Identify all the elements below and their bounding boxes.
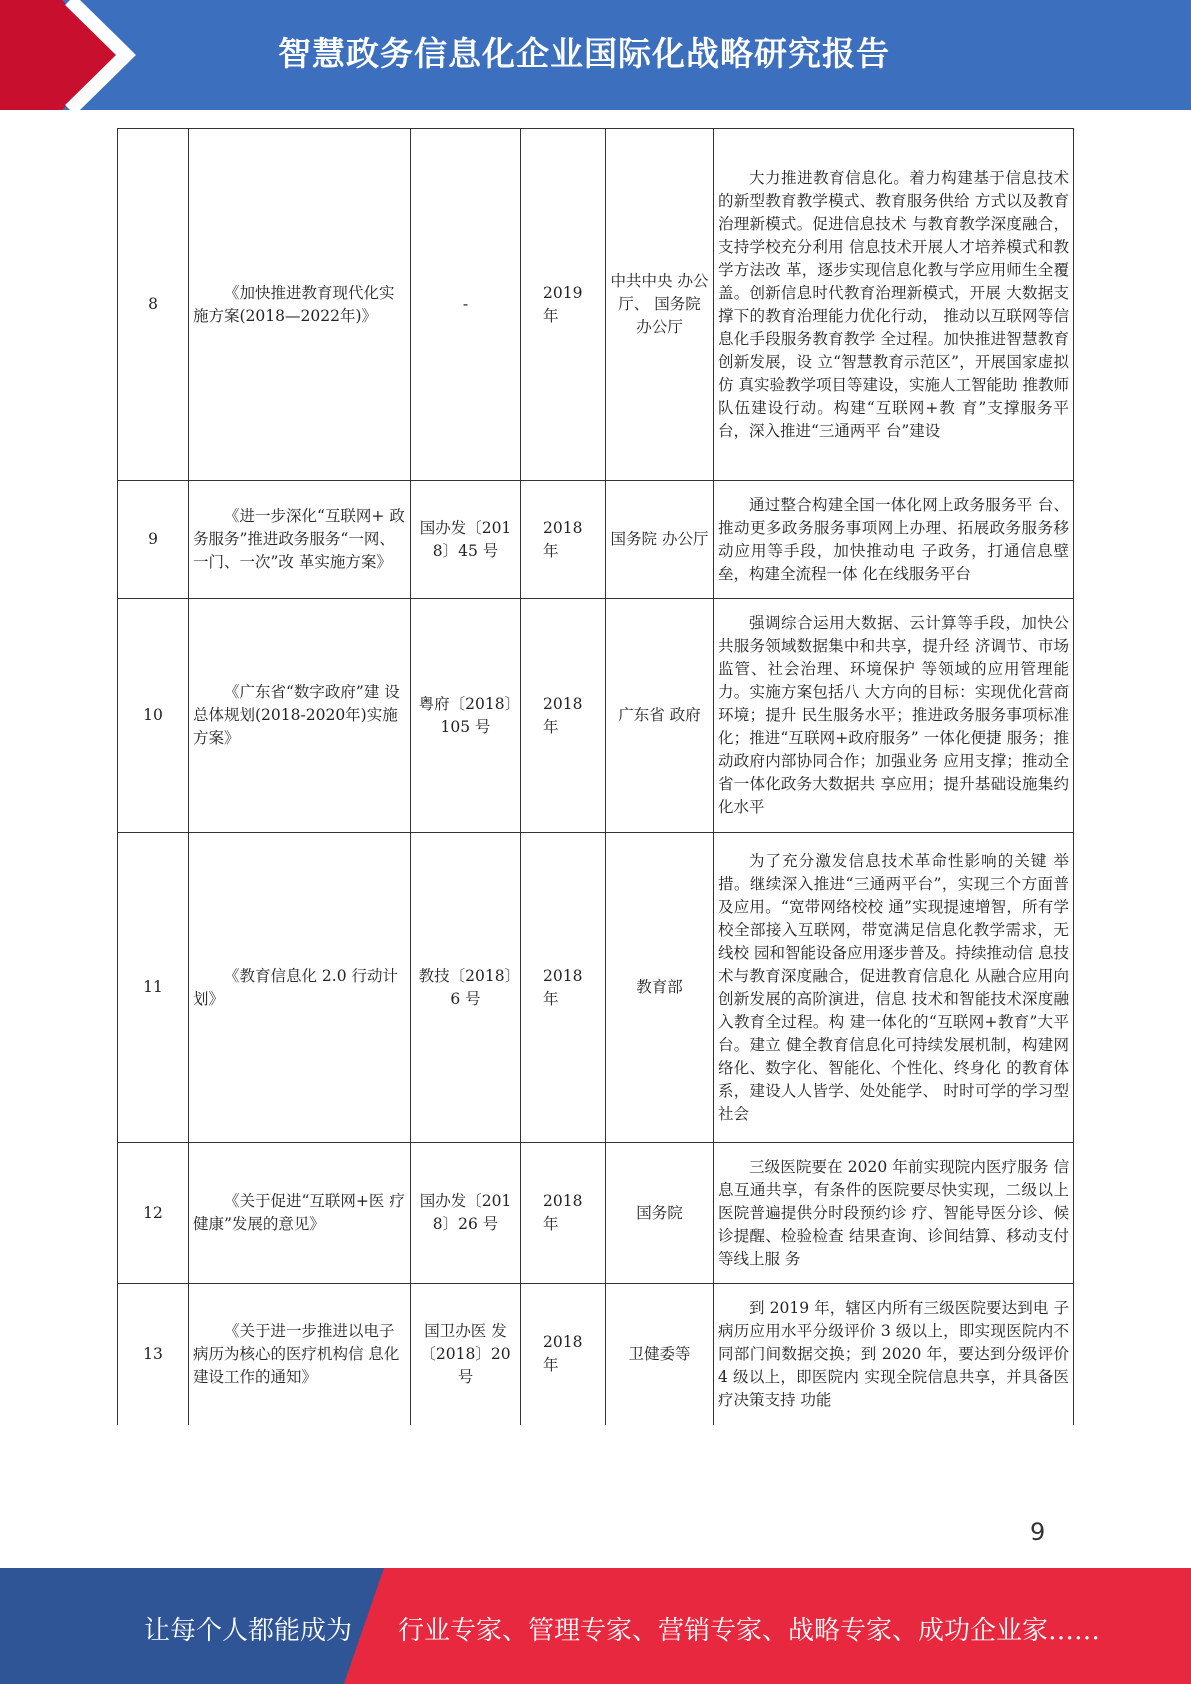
issue-year-text: 2018年 — [543, 966, 583, 1008]
issue-year-text: 2018年 — [543, 518, 583, 560]
row-number: 11 — [118, 833, 189, 1143]
policy-description: 三级医院要在 2020 年前实现院内医疗服务 信息互通共享，有条件的医院要尽快实现，二级以上医院普遍提供分时段预约诊 疗、智能导医分诊、候诊提醒、检验检查 结果查询、诊间结算、移动支付等线上服 务 — [714, 1143, 1074, 1284]
document-number: 国卫办医 发〔2018〕20 号 — [411, 1284, 521, 1425]
policy-name: 《关于促进“互联网+医 疗健康”发展的意见》 — [189, 1143, 411, 1284]
policy-description: 到 2019 年，辖区内所有三级医院要达到电 子病历应用水平分级评价 3 级以上，即实现医院内不同部门间数据交换；到 2020 年，要达到分级评价 4 级以上，即医院内 实现全院信息共享，并具备医疗决策支持 功能 — [714, 1284, 1074, 1425]
page-footer — [0, 1568, 1191, 1684]
page-number: 9 — [1030, 1518, 1046, 1546]
policy-name: 《关于进一步推进以电子 病历为核心的医疗机构信 息化建设工作的通知》 — [189, 1284, 411, 1425]
policy-name: 《广东省“数字政府”建 设总体规划(2018-2020年)实施方案》 — [189, 599, 411, 833]
table-row — [118, 1284, 1074, 1425]
issue-year-text: 2018年 — [543, 694, 583, 736]
issue-year — [521, 833, 606, 1143]
policy-description: 强调综合运用大数据、云计算等手段，加快公共服务领域数据集中和共享，提升经 济调节、市场监管、社会治理、环境保护 等领域的应用管理能力。实施方案包括八 大方向的目标：实现优化营商环境；提升 民生服务水平；推进政务服务事项标准 化；推进“互联网+政府服务” 一体化便捷 服务；推动政府内部协同合作；加强业务 应用支撑；推动全省一体化政务大数据共 享应用；提升基础设施集约化水平 — [714, 599, 1074, 833]
policy-table — [117, 128, 1074, 1425]
table-row — [118, 833, 1074, 1143]
footer-slogan-right: 行业专家、管理专家、营销专家、战略专家、成功企业家…… — [398, 1616, 1101, 1646]
policy-description: 大力推进教育信息化。着力构建基于信息技术的新型教育教学模式、教育服务供给 方式以及教育治理新模式。促进信息技术 与教育教学深度融合，支持学校充分利用 信息技术开展人才培养模式和教学方法改 革，逐步实现信息化教与学应用师生全覆 盖。创新信息时代教育治理新模式，开展 大数据支撑下的教育治理能力优化行动， 推动以互联网等信息化手段服务教育教学 全过程。加快推进智慧教育创新发展，设 立“智慧教育示范区”，开展国家虚拟仿 真实验教学项目等建设，实施人工智能助 推教师队伍建设行动。构建“互联网+教 育”支撑服务平台，深入推进“三通两平 台”建设 — [714, 129, 1074, 481]
page-header — [0, 0, 1191, 110]
issuing-org: 国务院 — [606, 1143, 714, 1284]
issuing-org: 国务院 办公厅 — [606, 481, 714, 599]
policy-name: 《教育信息化 2.0 行动计 划》 — [189, 833, 411, 1143]
issue-year — [521, 1143, 606, 1284]
issue-year-text: 2018年 — [543, 1192, 583, 1233]
issue-year-text: 2018年 — [543, 1333, 583, 1375]
issuing-org: 中共中央 办公厅、 国务院 办公厅 — [606, 129, 714, 481]
issue-year — [521, 481, 606, 599]
policy-description: 通过整合构建全国一体化网上政务服务平 台、推动更多政务服务事项网上办理、拓展政务服务移动应用等手段，加快推动电 子政务，打通信息壁垒，构建全流程一体 化在线服务平台 — [714, 481, 1074, 599]
table-row — [118, 1143, 1074, 1284]
row-number: 12 — [118, 1143, 189, 1284]
row-number: 9 — [118, 481, 189, 599]
document-number: 国办发〔2018〕45 号 — [411, 481, 521, 599]
policy-name: 《进一步深化“互联网+ 政务服务”推进政务服务“一网、一门、一次”改 革实施方案》 — [189, 481, 411, 599]
issue-year-text: 2019年 — [543, 283, 583, 325]
row-number: 13 — [118, 1284, 189, 1425]
issue-year — [521, 129, 606, 481]
issue-year — [521, 1284, 606, 1425]
table-row — [118, 599, 1074, 833]
table-row — [118, 481, 1074, 599]
document-number: 国办发〔2018〕26 号 — [411, 1143, 521, 1284]
issuing-org: 广东省 政府 — [606, 599, 714, 833]
issuing-org: 教育部 — [606, 833, 714, 1143]
policy-name: 《加快推进教育现代化实施方案(2018—2022年)》 — [189, 129, 411, 481]
document-number: 粤府〔2018〕105 号 — [411, 599, 521, 833]
document-number: - — [411, 129, 521, 481]
row-number: 8 — [118, 129, 189, 481]
report-title: 智慧政务信息化企业国际化战略研究报告 — [278, 34, 890, 73]
document-number: 教技〔2018〕6 号 — [411, 833, 521, 1143]
policy-description: 为了充分激发信息技术革命性影响的关键 举措。继续深入推进“三通两平台”，实现三个方面普及应用。“宽带网络校校 通”实现提速增智，所有学校全部接入互联网，带宽满足信息化教学需求，无线校 园和智能设备应用逐步普及。持续推动信 息技术与教育深度融合，促进教育信息化 从融合应用向创新发展的高阶演进，信息 技术和智能技术深度融入教育全过程。构 建一体化的“互联网+教育”大平台。建立 健全教育信息化可持续发展机制，构建网 络化、数字化、智能化、个性化、终身化 的教育体系，建设人人皆学、处处能学、 时时可学的学习型社会 — [714, 833, 1074, 1143]
issuing-org: 卫健委等 — [606, 1284, 714, 1425]
table-row — [118, 129, 1074, 481]
row-number: 10 — [118, 599, 189, 833]
footer-slogan-left: 让每个人都能成为 — [144, 1616, 353, 1646]
issue-year — [521, 599, 606, 833]
